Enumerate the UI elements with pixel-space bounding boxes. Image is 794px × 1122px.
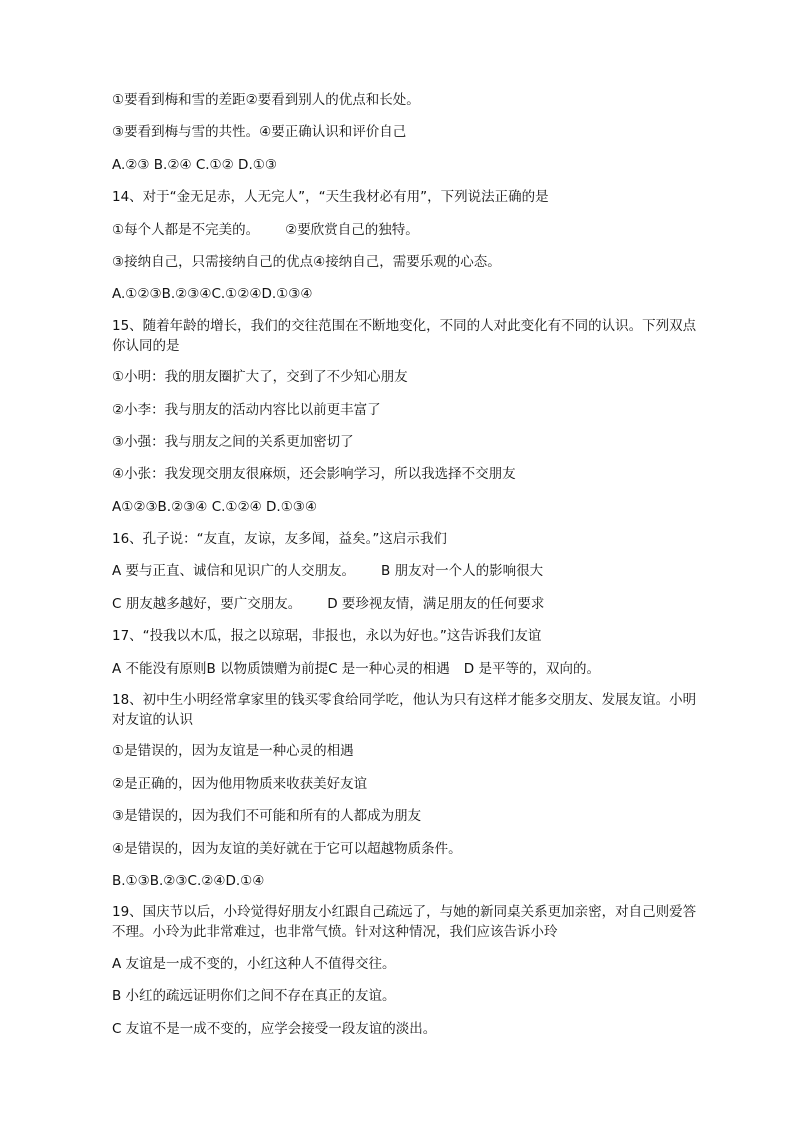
q19-option-a: A 友谊是一成不变的，小红这种人不值得交往。	[112, 955, 396, 972]
q18-stem: 18、初中生小明经常拿家里的钱买零食给同学吃，他认为只有这样才能多交朋友、发展友谊。小明对友谊的认识	[112, 692, 697, 729]
q16-option-c: C 朋友越多越好，要广交朋友。	[112, 595, 302, 612]
q18-statement-1: ①是错误的，因为友谊是一种心灵的相遇	[112, 743, 354, 760]
q17-option-d: D 是平等的，双向的。	[463, 660, 600, 677]
q15-statement-1: ①小明：我的朋友圈扩大了，交到了不少知心朋友	[112, 369, 408, 386]
q15-choices: A①②③B.②③④ C.①②④ D.①③④	[112, 498, 318, 515]
q17-options-abc: A 不能没有原则B 以物质馈赠为前提C 是一种心灵的相遇	[112, 660, 450, 677]
q16-option-a: A 要与正直、诚信和见识广的人交朋友。	[112, 563, 356, 580]
q19-option-c: C 友谊不是一成不变的，应学会接受一段友谊的淡出。	[112, 1020, 437, 1037]
q16-options-row-2	[112, 593, 700, 615]
q13-statement-2: ③要看到梅与雪的共性。④要正确认识和评价自己	[112, 124, 407, 141]
q17-options-row	[112, 658, 700, 680]
q14-stem: 14、对于“金无足赤，人无完人”，“天生我材必有用”，下列说法正确的是	[112, 189, 549, 206]
q14-statement-1: ①每个人都是不完美的。	[112, 221, 260, 238]
q17-stem: 17、“投我以木瓜，报之以琼琚，非报也，永以为好也。”这告诉我们友谊	[112, 628, 542, 645]
q15-statement-2: ②小李：我与朋友的活动内容比以前更丰富了	[112, 401, 381, 418]
q18-statement-2: ②是正确的，因为他用物质来收获美好友谊	[112, 775, 368, 792]
q14-statement-row-1	[112, 219, 700, 241]
q15-statement-3: ③小强：我与朋友之间的关系更加密切了	[112, 433, 354, 450]
q14-choices: A.①②③B.②③④C.①②④D.①③④	[112, 286, 313, 303]
q13-choices: A.②③ B.②④ C.①② D.①③	[112, 156, 277, 173]
q15-statement-4: ④小张：我发现交朋友很麻烦，还会影响学习，所以我选择不交朋友	[112, 466, 516, 483]
q19-stem: 19、国庆节以后，小玲觉得好朋友小红跟自己疏远了，与她的新同桌关系更加亲密，对自己则爱答不理。小玲为此非常难过，也非常气愤。针对这种情况，我们应该告诉小玲	[112, 904, 697, 941]
q18-choices: B.①③B.②③C.②④D.①④	[112, 872, 265, 889]
q15-stem: 15、随着年龄的增长，我们的交往范围在不断地变化，不同的人对此变化有不同的认识。下列双点你认同的是	[112, 317, 697, 354]
q16-option-b: B 朋友对一个人的影响很大	[381, 563, 544, 580]
q16-stem: 16、孔子说：“友直，友谅，友多闻，益矣。”这启示我们	[112, 531, 447, 548]
q19-option-b: B 小红的疏远证明你们之间不存在真正的友谊。	[112, 988, 396, 1005]
question-list	[112, 89, 700, 1050]
q14-statement-row-2: ③接纳自己，只需接纳自己的优点④接纳自己，需要乐观的心态。	[112, 253, 501, 270]
q14-statement-2: ②要欣赏自己的独特。	[285, 221, 419, 238]
q18-statement-3: ③是错误的，因为我们不可能和所有的人都成为朋友	[112, 808, 422, 825]
q16-option-d: D 要珍视友情，满足朋友的任何要求	[327, 595, 545, 612]
q18-statement-4: ④是错误的，因为友谊的美好就在于它可以超越物质条件。	[112, 840, 462, 857]
q13-statement-1: ①要看到梅和雪的差距②要看到别人的优点和长处。	[112, 92, 420, 108]
q16-options-row-1	[112, 560, 700, 582]
